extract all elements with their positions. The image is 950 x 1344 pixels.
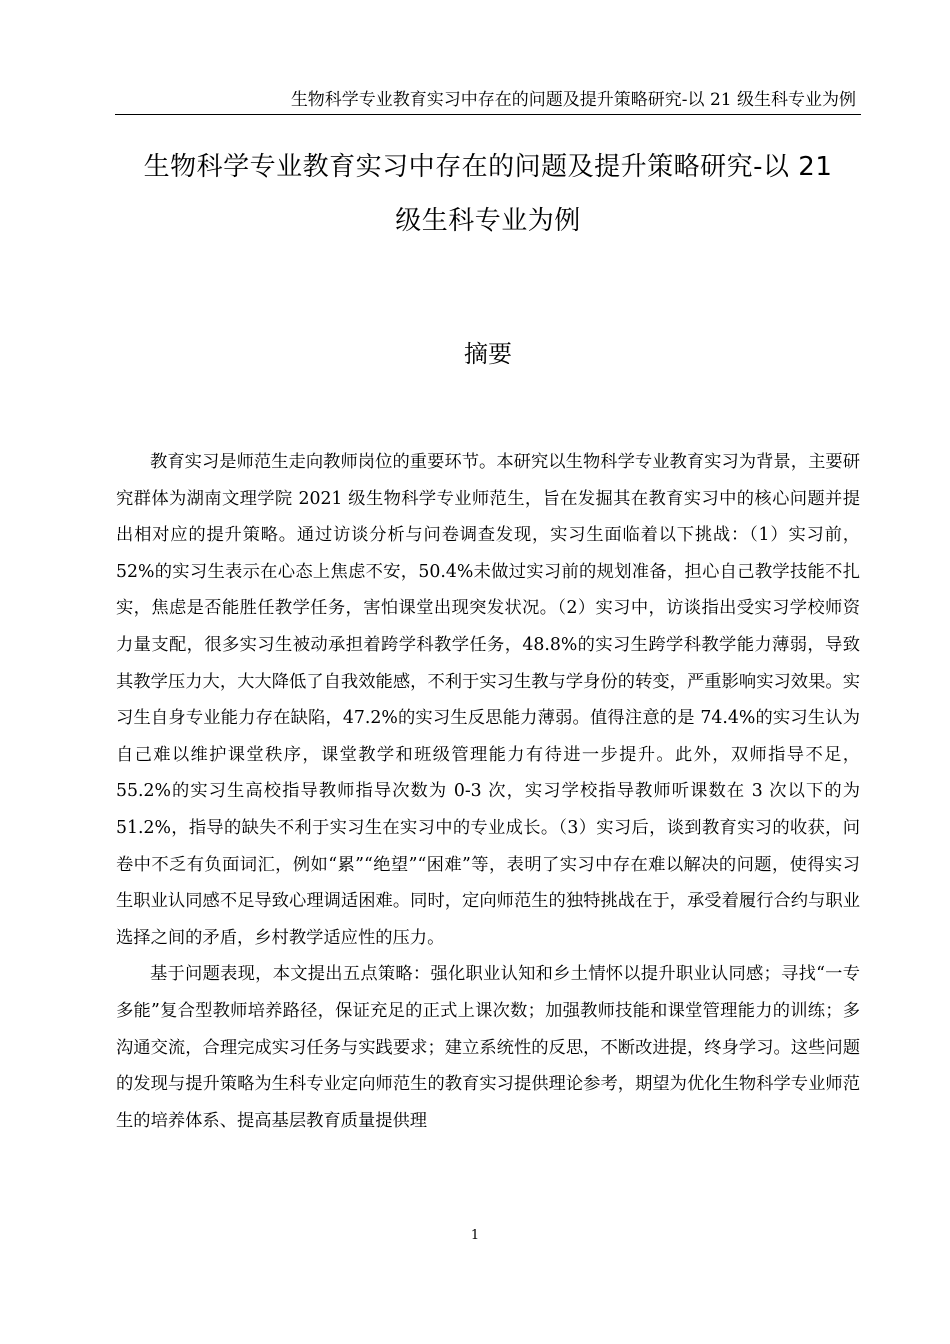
document-title	[110, 140, 866, 248]
running-header: 生物科学专业教育实习中存在的问题及提升策略研究-以 21 级生科专业为例	[290, 90, 856, 110]
document-title-line-2: 级生科专业为例	[395, 206, 581, 236]
abstract-heading: 摘要	[464, 340, 512, 368]
abstract-body	[116, 444, 860, 1139]
page-number: 1	[470, 1228, 480, 1243]
abstract-paragraph: 基于问题表现，本文提出五点策略：强化职业认知和乡土情怀以提升职业认同感；寻找“一专多能”复合型教师培养路径，保证充足的正式上课次数；加强教师技能和课堂管理能力的训练；多沟通交流，合理完成实习任务与实践要求；建立系统性的反思，不断改进提，终身学习。这些问题的发现与提升策略为生科专业定向师范生的教育实习提供理论参考，期望为优化生物科学专业师范生的培养体系、提高基层教育质量提供理	[116, 964, 860, 1131]
document-title-line-1: 生物科学专业教育实习中存在的问题及提升策略研究-以 21	[143, 152, 833, 182]
header-rule	[115, 114, 861, 115]
abstract-paragraph: 教育实习是师范生走向教师岗位的重要环节。本研究以生物科学专业教育实习为背景，主要研究群体为湖南文理学院 2021 级生物科学专业师范生，旨在发掘其在教育实习中的核心问题并提出相对应的提升策略。通过访谈分析与问卷调查发现，实习生面临着以下挑战：（1）实习前，52%的实习生表示在心态上焦虑不安，50.4%未做过实习前的规划准备，担心自己教学技能不扎实，焦虑是否能胜任教学任务，害怕课堂出现突发状况。（2）实习中，访谈指出受实习学校师资力量支配，很多实习生被动承担着跨学科教学任务，48.8%的实习生跨学科教学能力薄弱，导致其教学压力大，大大降低了自我效能感，不利于实习生教与学身份的转变，严重影响实习效果。实习生自身专业能力存在缺陷，47.2%的实习生反思能力薄弱。值得注意的是 74.4%的实习生认为自己难以维护课堂秩序，课堂教学和班级管理能力有待进一步提升。此外，双师指导不足，55.2%的实习生高校指导教师指导次数为 0-3 次，实习学校指导教师听课数在 3 次以下的为 51.2%，指导的缺失不利于实习生在实习中的专业成长。（3）实习后，谈到教育实习的收获，问卷中不乏有负面词汇，例如“累”“绝望”“困难”等，表明了实习中存在难以解决的问题，使得实习生职业认同感不足导致心理调适困难。同时，定向师范生的独特挑战在于，承受着履行合约与职业选择之间的矛盾，乡村教学适应性的压力。	[116, 452, 860, 948]
